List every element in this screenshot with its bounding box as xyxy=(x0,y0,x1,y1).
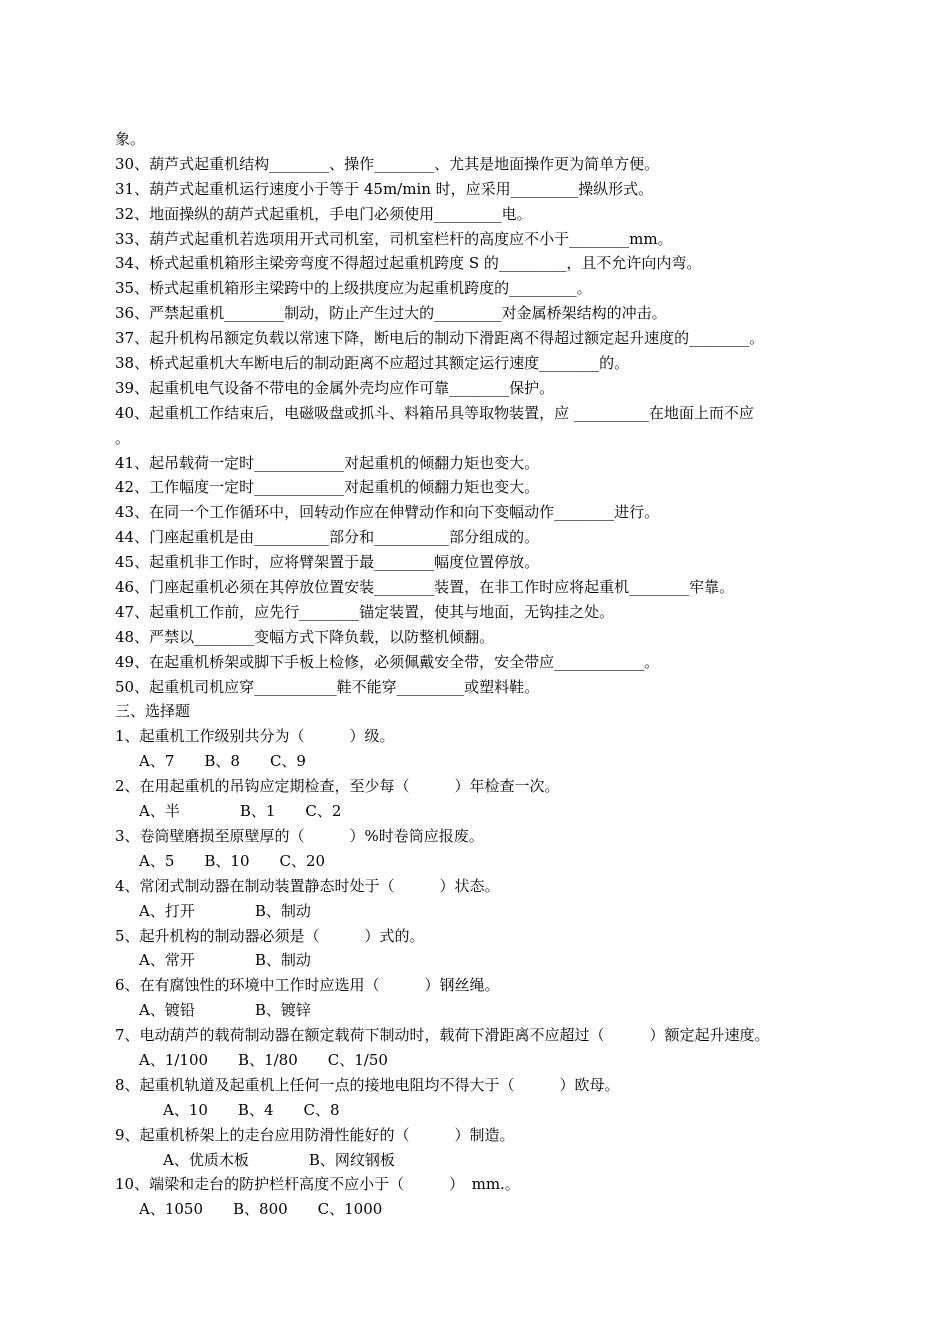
fill-question-31: 31、葫芦式起重机运行速度小于等于 45m/min 时，应采用_________操纵形式。 xyxy=(115,179,654,198)
choice-options-4: A、打开 B、制动 xyxy=(139,901,311,920)
choice-options-9: A、优质木板 B、网纹钢板 xyxy=(163,1150,395,1169)
choice-question-2: 2、在用起重机的吊钩应定期检查，至少每（ ）年检查一次。 xyxy=(115,777,560,796)
fill-question-45: 45、起重机非工作时，应将臂架置于最________幅度位置停放。 xyxy=(115,553,540,572)
fill-question-49: 49、在起重机桥架或脚下手板上检修，必须佩戴安全带，安全带应____________。 xyxy=(115,652,660,671)
choice-question-6: 6、在有腐蚀性的环境中工作时应选用（ ）钢丝绳。 xyxy=(115,976,500,995)
choice-options-7: A、1/100 B、1/80 C、1/50 xyxy=(139,1050,388,1069)
fill-question-33: 33、葫芦式起重机若选项用开式司机室，司机室栏杆的高度应不小于________mm。 xyxy=(115,229,673,248)
choice-question-5: 5、起升机构的制动器必须是（ ）式的。 xyxy=(115,926,425,945)
choice-options-5: A、常开 B、制动 xyxy=(139,951,311,970)
text-line: 。 xyxy=(115,428,131,447)
text-line: 象。 xyxy=(115,130,146,148)
fill-question-38: 38、桥式起重机大车断电后的制动距离不应超过其额定运行速度________的。 xyxy=(115,354,630,373)
choice-question-8: 8、起重机轨道及起重机上任何一点的接地电阻均不得大于（ ）欧母。 xyxy=(115,1075,620,1094)
fill-question-34: 34、桥式起重机箱形主梁旁弯度不得超过起重机跨度 S 的_________，且不允许向内弯。 xyxy=(115,254,702,273)
fill-question-41: 41、起吊载荷一定时____________对起重机的倾翻力矩也变大。 xyxy=(115,453,540,472)
fill-question-39: 39、起重机电气设备不带电的金属外壳均应作可靠________保护。 xyxy=(115,378,555,397)
choice-question-10: 10、端梁和走台的防护栏杆高度不应小于（ ） mm.。 xyxy=(115,1175,520,1194)
fill-question-40: 40、起重机工作结束后，电磁吸盘或抓斗、料箱吊具等取物装置，应 __________在地面上而不应 xyxy=(115,403,754,422)
choice-options-2: A、半 B、1 C、2 xyxy=(139,802,342,821)
document-page xyxy=(115,127,845,1222)
choice-options-3: A、5 B、10 C、20 xyxy=(139,851,326,870)
section-heading: 三、选择题 xyxy=(115,702,191,721)
fill-question-30: 30、葫芦式起重机结构________、操作________、尤其是地面操作更为简单方便。 xyxy=(115,154,660,173)
fill-question-47: 47、起重机工作前，应先行________锚定装置，使其与地面，无钩挂之处。 xyxy=(115,602,615,621)
fill-question-44: 44、门座起重机是由__________部分和__________部分组成的。 xyxy=(115,528,540,547)
choice-question-1: 1、起重机工作级别共分为（ ）级。 xyxy=(115,727,395,746)
choice-options-10: A、1050 B、800 C、1000 xyxy=(139,1200,383,1219)
fill-question-42: 42、工作幅度一定时____________对起重机的倾翻力矩也变大。 xyxy=(115,478,540,497)
fill-question-37: 37、起升机构吊额定负载以常速下降，断电后的制动下滑距离不得超过额定起升速度的________。 xyxy=(115,329,765,348)
choice-options-6: A、镀铅 B、镀锌 xyxy=(139,1001,311,1020)
fill-question-48: 48、严禁以________变幅方式下降负载，以防整机倾翻。 xyxy=(115,627,495,646)
fill-question-46: 46、门座起重机必须在其停放位置安装________装置，在非工作时应将起重机________牢靠。 xyxy=(115,578,735,597)
fill-question-32: 32、地面操纵的葫芦式起重机，手电门必须使用_________电。 xyxy=(115,204,532,223)
choice-question-3: 3、卷筒壁磨损至原壁厚的（ ）%时卷筒应报废。 xyxy=(115,826,484,845)
fill-question-35: 35、桥式起重机箱形主梁跨中的上级拱度应为起重机跨度的_________。 xyxy=(115,279,592,298)
choice-question-7: 7、电动葫芦的载荷制动器在额定载荷下制动时，载荷下滑距离不应超过（ ）额定起升速度。 xyxy=(115,1026,770,1045)
fill-question-36: 36、严禁起重机________制动，防止产生过大的_________对金属桥架结构的冲击。 xyxy=(115,304,667,323)
choice-options-8: A、10 B、4 C、8 xyxy=(163,1100,340,1119)
fill-question-43: 43、在同一个工作循环中，回转动作应在伸臂动作和向下变幅动作________进行。 xyxy=(115,503,660,522)
choice-options-1: A、7 B、8 C、9 xyxy=(139,752,306,771)
choice-question-9: 9、起重机桥架上的走台应用防滑性能好的（ ）制造。 xyxy=(115,1125,515,1144)
choice-question-4: 4、常闭式制动器在制动装置静态时处于（ ）状态。 xyxy=(115,876,500,895)
fill-question-50: 50、起重机司机应穿___________鞋不能穿_________或塑料鞋。 xyxy=(115,677,540,696)
